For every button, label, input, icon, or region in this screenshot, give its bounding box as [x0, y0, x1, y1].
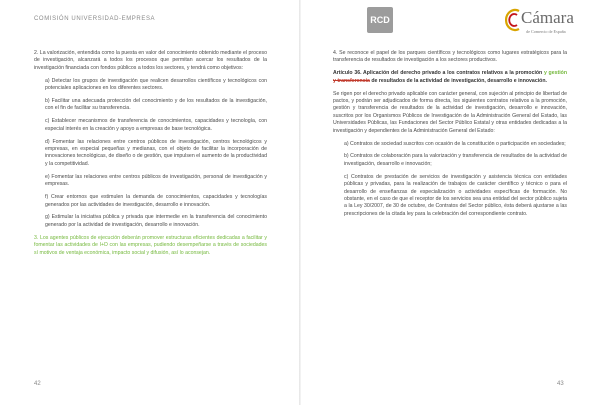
camara-logo-word: Cámara: [521, 8, 574, 27]
list-item: f) Crear entornos que estimulen la demanda de conocimientos, capacidades y tecnologías generados por las actividades de investigación, desarrollo e innovación.: [45, 194, 267, 208]
list-item: d) Fomentar las relaciones entre centros públicos de investigación, centros tecnológicos y empresas, en especial pequeñas y medianas, con el objeto de facilitar la incorporación de innovaciones tecnológicas, de diseño o de gestión, que impulsen el aumento de la productividad y la competitividad.: [45, 138, 267, 167]
list-item: b) Facilitar una adecuada protección del conocimiento y de los resultados de la investigación, con el fin de facilitar su transferencia.: [45, 98, 267, 112]
green-amendment-paragraph: 3. Los agentes públicos de ejecución deberán promover estructuras eficientes dedicadas a facilitar y fomentar las actividades de I+D con las empresas, pudiendo desempeñarse a través de sociedades sí motivos de ventaja económica, impacto social y difusión, así lo aconsejan.: [34, 234, 267, 256]
running-header: COMISIÓN UNIVERSIDAD-EMPRESA: [34, 16, 156, 22]
rcd-logo: [367, 7, 393, 33]
camara-logo: [505, 6, 585, 38]
rcd-logo-text: RCD: [370, 15, 390, 25]
list-item: e) Fomentar las relaciones entre centros públicos de investigación, personal de investigación y empresas.: [45, 173, 267, 188]
article-title-start: Artículo 36. Aplicación del derecho privado a los contratos relativos a la promoción: [333, 70, 543, 77]
page-number-right: 43: [557, 381, 564, 387]
page-gutter: [299, 0, 301, 405]
list-item: b) Contratos de colaboración para la valorización y transferencia de resultados de la actividad de investigación, desarrollo e innovación;: [344, 153, 567, 167]
article-title-end: de resultados de la actividad de investigación, desarrollo e innovación.: [369, 77, 547, 84]
right-page-body: [333, 50, 567, 224]
list-item: a) Contratos de sociedad suscritos con ocasión de la constitución o participación en sociedades;: [344, 140, 566, 147]
left-page-body: [34, 50, 267, 262]
list-item: a) Detectar los grupos de investigación que realicen desarrollos científicos y tecnológicos con potenciales aplicaciones en los diferentes sectores.: [45, 77, 267, 92]
list-item: c) Contratos de prestación de servicios de investigación y asistencia técnica con entidades públicas y privadas, para la realización de trabajos de carácter científico y técnico o para el desarrollo de enseñanzas de especialización o actividades específicas de formación. No obstante, en el caso de que el receptor de los servicios sea una entidad del sector público sujeta a la Ley 30/2007, de 30 de octubre, de Contratos del Sector público, ésta deberá ajustarse a las prescripciones de la citada ley para la celebración del correspondiente contrato.: [344, 173, 567, 217]
parks-paragraph: 4. Se reconoce el papel de los parques científicos y tecnológicos como lugares estratégicos para la transferencia de resultados de investigación a los sectores productivos.: [333, 50, 567, 64]
list-item: c) Establecer mecanismos de transferencia de conocimientos, capacidades y tecnología, con especial interés en la creación y apoyo a empresas de base tecnológica.: [45, 118, 267, 132]
article-body: Se rigen por el derecho privado aplicable con carácter general, con sujeción al principio de libertad de pactos, y podrán ser adjudicados de forma directa, los siguientes contratos relativos a la promoción, gestión y transferencia de resultados de la actividad de investigación, desarrollo e innovación, suscritos por los Organismos Públicos de Investigación de la Administración General del Estado, las Universidades Públicas, las Fundaciones del Sector Público Estatal y otras entidades dedicadas a la investigación y dependientes de la Administración General del Estado:: [333, 90, 567, 134]
list-item: g) Estimular la iniciativa pública y privada que intermedie en la transferencia del conocimiento generado por la actividad de investigación, desarrollo e innovación.: [45, 214, 267, 228]
article-36-title: [333, 70, 567, 85]
camara-logo-sub: de Comercio de España: [526, 29, 566, 34]
page-number-left: 42: [34, 381, 41, 387]
article-title-deletion: y transferencia: [333, 77, 370, 84]
intro-paragraph: 2. La valorización, entendida como la puesta en valor del conocimiento obtenido mediante el proceso de investigación, alcanzará a todos los procesos que permitan acercar los resultados de la investigación financiada con fondos públicos a todos los sectores, y tendrá como objetivos:: [34, 50, 267, 71]
article-title-insert: y gestión: [542, 70, 567, 77]
